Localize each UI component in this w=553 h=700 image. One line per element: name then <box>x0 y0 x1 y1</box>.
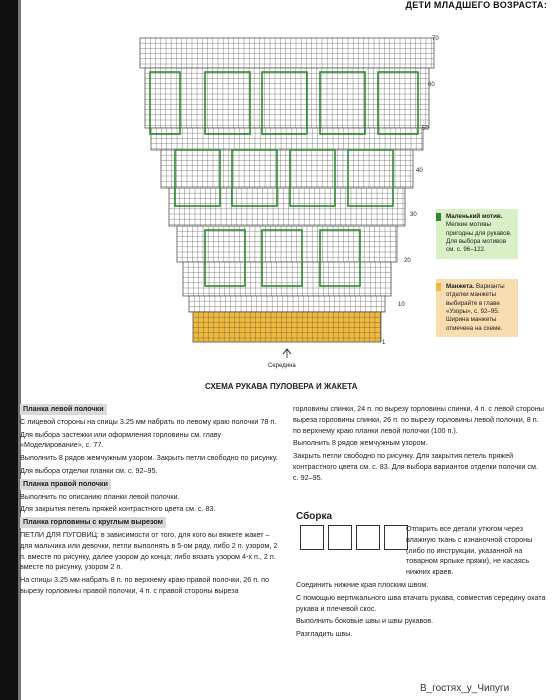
paragraph: Для выбора отделки планки см. с. 92–95. <box>20 465 158 475</box>
legend-motif-text: Мелкие мотивы пригодны для рукавов. Для выбора мотивов см. с. 96–122. <box>446 221 512 254</box>
legend-motif-title: Маленький мотив. <box>446 213 503 220</box>
chart-band-outline <box>169 188 405 226</box>
row-label: 60 <box>428 82 435 88</box>
row-label: 50 <box>422 126 429 132</box>
row-label: 10 <box>398 302 405 308</box>
chart-band-outline <box>193 312 381 342</box>
chart-band-outline <box>140 38 434 68</box>
paragraph: С лицевой стороны на спицы 3.25 мм набрать по левому краю полочки 78 п. <box>20 416 277 426</box>
paragraph: Разгладить швы. <box>296 629 353 639</box>
heading-neck-band: Планка горловины с круглым вырезом <box>20 517 166 528</box>
legend-cuff <box>436 279 518 337</box>
paragraph: Выполнить по описанию планки левой полочки. <box>20 491 180 501</box>
watermark: В_гостях_у_Чипуги <box>420 683 510 694</box>
chart-band-outline <box>151 128 423 150</box>
legend-cuff-swatch <box>436 283 441 291</box>
chart-band-outline <box>161 150 413 188</box>
legend-motif-swatch <box>436 213 441 221</box>
paragraph: горловины спинки, 24 п. по вырезу горловины спинки, 4 п. с левой стороны выреза горловины спинки, 26 п. по вырезу горловины левой полочки, 8 п. по верхнему краю планки левой полочки (100 п.). <box>293 404 544 435</box>
row-label: 30 <box>410 212 417 218</box>
legend-motif <box>436 209 518 259</box>
paragraph: Выполнить 8 рядов жемчужным узором. Закрыть петли свободно по рисунку. <box>20 453 278 463</box>
left-column <box>20 404 278 599</box>
paragraph: Соединить нижние края плоским швом. <box>296 579 429 589</box>
paragraph: Выполнить 8 рядов жемчужным узором. <box>293 438 428 448</box>
paragraph: Выполнить боковые швы и швы рукавов. <box>296 616 434 626</box>
assembly-text <box>296 520 546 642</box>
chart-band-outline <box>189 296 385 312</box>
paragraph: Закрыть петли свободно по рисунку. Для закрытия петель пряжей контрастного цвета см. с. 83. Для выбора вариантов отделки полочки см. с. 92–95. <box>293 451 538 482</box>
paragraph: ПЕТЛИ ДЛЯ ПУГОВИЦ: в зависимости от того, для кого вы вяжете жакет – для мальчика или девочки, петли выполнять в 5-ом ряду, либо 2 п. узором, 2 п. вместе по рисунку, далее узором до конца; либо вязать узором 4-х п., 2 п. вместе по рисунку, узором 2 п. <box>20 529 278 572</box>
heading-right-band: Планка правой полочки <box>20 479 111 490</box>
paragraph: С помощью вертикального шва втачать рукава, совместив середину оката рукава и плечевой скос. <box>296 592 546 613</box>
assembly-title: Сборка <box>296 511 333 522</box>
chart-band-outline <box>177 226 397 262</box>
row-label: 20 <box>404 258 411 264</box>
legend-cuff-text: Варианты отделки манжеты выбирайте в главе «Узоры», с. 92–95. Ширина манжеты отмечена на схеме. <box>446 283 505 332</box>
row-label: 40 <box>416 168 423 174</box>
section-header: ДЕТИ МЛАДШЕГО ВОЗРАСТА: <box>405 0 547 10</box>
row-label: 1 <box>382 340 386 346</box>
scheme-title: СХЕМА РУКАВА ПУЛОВЕРА И ЖАКЕТА <box>205 382 358 391</box>
paragraph: Для закрытия петель пряжей контрастного цвета см. с. 83. <box>20 504 216 514</box>
heading-left-band: Планка левой полочки <box>20 404 107 415</box>
right-column <box>293 404 545 486</box>
paragraph: Для выбора застежки или оформления горловины см. главу «Моделирование», с. 77. <box>20 429 222 450</box>
paragraph: Отпарить все детали утюгом через влажную ткань с изнаночной стороны (либо по инструкции, указанной на товарном ярлыке пряжи), не касаясь нижних краев. <box>406 524 533 577</box>
legend-cuff-title: Манжета. <box>446 283 475 290</box>
chart-band-outline <box>145 68 429 128</box>
paragraph: На спицы 3.25 мм набрать 8 п. по верхнему краю правой полочки, 26 п. по вырезу горловины правой полочки, 4 п. с правой стороны выреза <box>20 575 270 595</box>
center-label: Середина <box>268 363 296 369</box>
row-label: 70 <box>432 36 439 42</box>
